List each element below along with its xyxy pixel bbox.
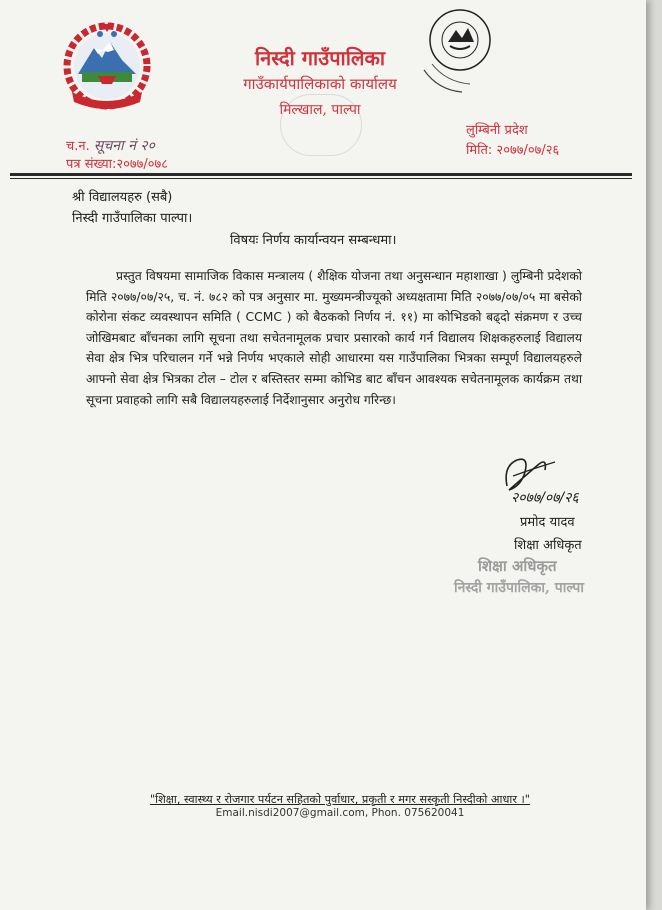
municipality-title: निस्दी गाउँपालिका: [254, 46, 386, 70]
reference-value: सूचना नं २०: [93, 138, 155, 154]
footer-contact: Email.nisdi2007@gmail.com, Phon. 075620041: [215, 807, 465, 819]
letter-body: प्रस्तुत विषयमा सामाजिक विकास मन्त्रालय ( शैक्षिक योजना तथा अनुसन्धान महाशाखा ) लुम्बिनी प्रदेशको मिति २०७७/०७/२५, च. नं. ७८२ को पत्र अनुसार मा. मुख्यमन्त्रीज्यूको अध्यक्षतामा मिति २०७७/०७/०५ मा बसेको कोरोना संकट व्यवस्थापन समिति ( CCMC ) को बैठकको निर्णय नं. ११) मा कोभिडको बढ्दो संक्रमण र उच्च जोखिमबाट बाँचनका लागि सूचना तथा सचेतनामूलक प्रचार प्रसारको कार्य गर्न विद्यालय शिक्षकहरुलाई विद्यालय सेवा क्षेत्र भित्र परिचालन गर्ने भन्ने निर्णय भएकाले सोही आधारमा यस गाउँपालिका भित्रका सम्पूर्ण विद्यालयहरुले आफ्नो सेवा क्षेत्र भित्रका टोल – टोल र बस्तिस्तर सम्मा कोभिड बाट बाँचन आवश्यक सचेतनामूलक कार्यक्रम तथा सूचना प्रवाहको लागि सबै विद्यालयहरुलाई निर्देशानुसार अनुरोध गरिन्छ।: [86, 269, 582, 407]
office-location: मिल्खाल, पाल्पा: [279, 102, 361, 118]
reference-number: [66, 136, 155, 155]
signatory-name: प्रमोद यादव: [520, 515, 575, 530]
signatory-title: शिक्षा अधिकृत: [514, 538, 582, 553]
footer-motto: "शिक्षा, स्वास्थ्य र रोजगार पर्यटन सहितको पुर्वाधार, प्रकृती र मगर सस्कृती निस्दीको आधार ।": [149, 793, 531, 806]
addressee-line-2: निस्दी गाउँपालिका पाल्पा।: [72, 211, 193, 226]
handwritten-signature: [495, 446, 630, 506]
faint-stamp-mark: [280, 94, 362, 156]
letter-subject: विषयः निर्णय कार्यान्वयन सम्बन्धमा।: [230, 233, 397, 248]
nepal-emblem-icon: [52, 18, 162, 110]
header-divider-thin: [10, 178, 632, 179]
addressee-line-1: श्री विद्यालयहरु (सबै): [72, 190, 173, 205]
letter-number: पत्र संख्या:२०७७/०७८: [66, 157, 169, 172]
office-name: गाउँकार्यपालिकाको कार्यालय: [243, 75, 397, 93]
reference-label: च.न.: [66, 139, 90, 154]
header-divider: [10, 173, 632, 176]
letter-date: मिति: २०७७/०७/२६: [466, 143, 560, 158]
official-stamp-line-2: निस्दी गाउँपालिका, पाल्पा: [454, 580, 584, 596]
official-stamp-line-1: शिक्षा अधिकृत: [478, 557, 557, 575]
province-name: लुम्बिनी प्रदेश: [466, 123, 528, 138]
signature-date: २०७७/०७/२६: [511, 490, 579, 506]
